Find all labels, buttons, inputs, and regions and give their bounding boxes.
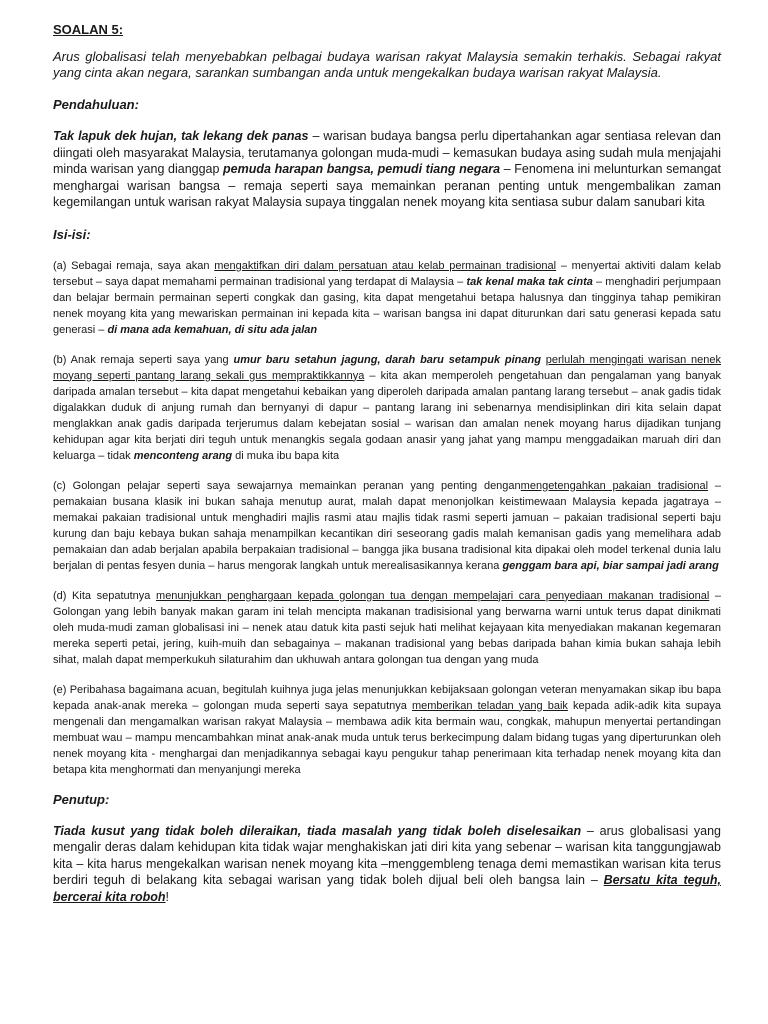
point-a-proverb-2: di mana ada kemahuan, di situ ada jalan [107,323,318,336]
intro-phrase: pemuda harapan bangsa, pemudi tiang negara [223,162,501,176]
point-c-text-1: (c) Golongan pelajar seperti saya sewajarnya memainkan peranan yang penting dengan [53,479,521,492]
point-b-text-2: – kita akan memperoleh pengetahuan dan pengalaman yang banyak daripada amalan tersebut – kita dapat mengetahui kebaikan yang diperoleh daripada amalan pantang larang tersebut – anak gadis tidak digalakkan duduk di anjung rumah dan bernyanyi di dapur – pantang larang ini sebenarnya mendisiplinkan diri kita selain dapat menglakkan anak gadis daripada terjerumus dalam kebejatan sosial – warisan dan amalan nenek moyang harus dijadikan tunjang kehidupan agar kita berjati diri teguh untuk menangkis segala godaan anasir yang jahat yang mampu menggadaikan maruah diri dan keluarga – tidak [53,369,721,462]
point-b-proverb-1: umur baru setahun jagung, darah baru setampuk pinang [233,353,541,366]
point-c-proverb: genggam bara api, biar sampai jadi arang [502,559,719,572]
penutup-end: ! [165,889,170,904]
penutup-proverb-2: Bersatu kita teguh, bercerai kita roboh [53,873,721,904]
point-c-text-2: – pemakaian busana klasik ini bukan sahaja menutup aurat, malah dapat menonjolkan keistimewaan Malaysia kepada jagatraya – memakai pakaian tradisional untuk menghadiri majlis rasmi atau majlis tidak rasmi seperti jamuan – pakaian tradisional seperti baju kurung dan baju kebaya bukan sahaja menampilkan kecantikan diri seseorang gadis malah kemanisan gadis yang memelihara adab pemakaian dan adab berjalan apabila berpakaian tradisional – bangga jika busana tradisional kita dipakai oleh model terkenal dunia lalu berjalan di pentas fesyen dunia – harus mengorak langkah untuk merealisasikannya kerana [53,479,721,572]
intro-heading: Pendahuluan: [53,97,139,112]
point-a-text-1: (a) Sebagai remaja, saya akan [53,259,215,272]
point-b [53,352,721,464]
document-page [53,22,721,905]
point-e-text-2: kepada adik-adik kita supaya mengenali dan mengamalkan warisan rakyat Malaysia – membawa adik kita bermain wau, congkak, mahupun menyertai pertandingan membuat wau – mampu mencambahkan minat anak-anak muda untuk terus berkecimpung dalam bidang tugas yang diperturunkan oleh nenek moyang kita - menghargai dan menjadikannya sebagai kayu pengukur tahap penerimaan kita terhadap nenek moyang kita dan betapa kita menghormati dan menyanjungi mereka [53,699,721,776]
point-a-text-3: – menghadiri perjumpaan dan belajar bermain permainan seperti congkak dan gasing, kita dapat mengetahui betapa halusnya dan tingginya tahap pemikiran nenek moyang kita yang mewariskan permainan ini kepada kita – warisan bangsa ini dapat diturunkan dari satu generasi kepada satu generasi – [53,275,721,336]
point-a [53,258,721,338]
intro-text-2: – Fenomena ini melunturkan semangat menghargai warisan bangsa – remaja seperti saya memainkan peranan penting untuk mengembalikan zaman kegemilangan untuk warisan rakyat Malaysia supaya tinggalan nenek moyang kita sentiasa subur dalam sanubari kita [53,162,721,209]
point-a-proverb-1: tak kenal maka tak cinta [466,275,593,288]
intro-paragraph [53,128,721,211]
point-b-text-1: (b) Anak remaja seperti saya yang [53,353,234,366]
point-d-text-1: (d) Kita sepatutnya [53,589,157,602]
point-d-main-idea: menunjukkan penghargaan kepada golongan tua dengan mempelajari cara penyediaan makanan tradisional [156,589,710,602]
point-a-text-2: – menyertai aktiviti dalam kelab tersebut – saya dapat memahami permainan tradisional yang terdapat di Malaysia – [53,259,721,288]
question-title: SOALAN 5: [53,22,124,37]
point-c [53,478,721,574]
penutup-paragraph [53,823,721,906]
point-a-main-idea: mengaktifkan diri dalam persatuan atau kelab permainan tradisional [214,259,557,272]
point-e-text-1: (e) Peribahasa bagaimana acuan, begitulah kuihnya juga jelas menunjukkan kebijaksaan golongan veteran menyamakan sikap ibu bapa kepada anak-anak mereka – golongan muda seperti saya sepatutnya [53,683,721,712]
penutup-heading: Penutup: [53,791,110,807]
point-e-main-idea: memberikan teladan yang baik [411,699,568,712]
intro-proverb: Tak lapuk dek hujan, tak lekang dek panas [53,129,309,143]
point-d [53,588,721,668]
point-b-proverb-2: menconteng arang [133,449,233,462]
point-b-text-3: di muka ibu bapa kita [232,449,340,462]
penutup-text: – arus globalisasi yang mengalir deras dalam kehidupan kita tidak wajar menghakiskan jati diri kita yang sebenar – warisan kita tanggungjawab kita – kita harus mengekalkan warisan nenek moyang kita –menggembleng tenaga demi memastikan warisan kita terus berdiri teguh di belakang kita sebagai warisan yang tidak boleh dijual beli oleh bangsa lain – [53,823,721,887]
point-d-text-2: – Golongan yang lebih banyak makan garam ini telah mencipta makanan tradisisional yang berwarna warni untuk terus dapat dinikmati oleh muda-mudi zaman globalisasi ini – nenek atau datuk kita pasti sejuk hati melihat kejayaan kita menyediakan makanan kegemaran mereka seperti petai, jering, kuih-muih dan sebagainya – makanan tradisional yang bebas daripada bahan kimia bukan sahaja lebih sihat, malah dapat memperkukuh silaturahim dan ukhuwah antara golongan tua dengan yang muda [53,589,721,666]
isi-heading: Isi-isi: [53,226,91,242]
point-c-main-idea: mengetengahkan pakaian tradisional [520,479,709,492]
point-b-main-idea: perlulah mengingati warisan nenek moyang seperti pantang larang sekali gus mempraktikkannya [53,353,721,382]
intro-text-1: – warisan budaya bangsa perlu dipertahankan agar sentiasa relevan dan diingati oleh masyarakat Malaysia, terutamanya golongan muda-mudi – kemasukan budaya asing sudah mula menjajahi minda warisan yang dianggap [53,129,721,176]
point-e [53,682,721,778]
penutup-proverb-1: Tiada kusut yang tidak boleh dileraikan, tiada masalah yang tidak boleh diselesaikan [53,823,582,838]
question-text: Arus globalisasi telah menyebabkan pelbagai budaya warisan rakyat Malaysia semakin terhakis. Sebagai rakyat yang cinta akan negara, sarankan sumbangan anda untuk mengekalkan budaya warisan rakyat Malaysia. [53,49,721,80]
